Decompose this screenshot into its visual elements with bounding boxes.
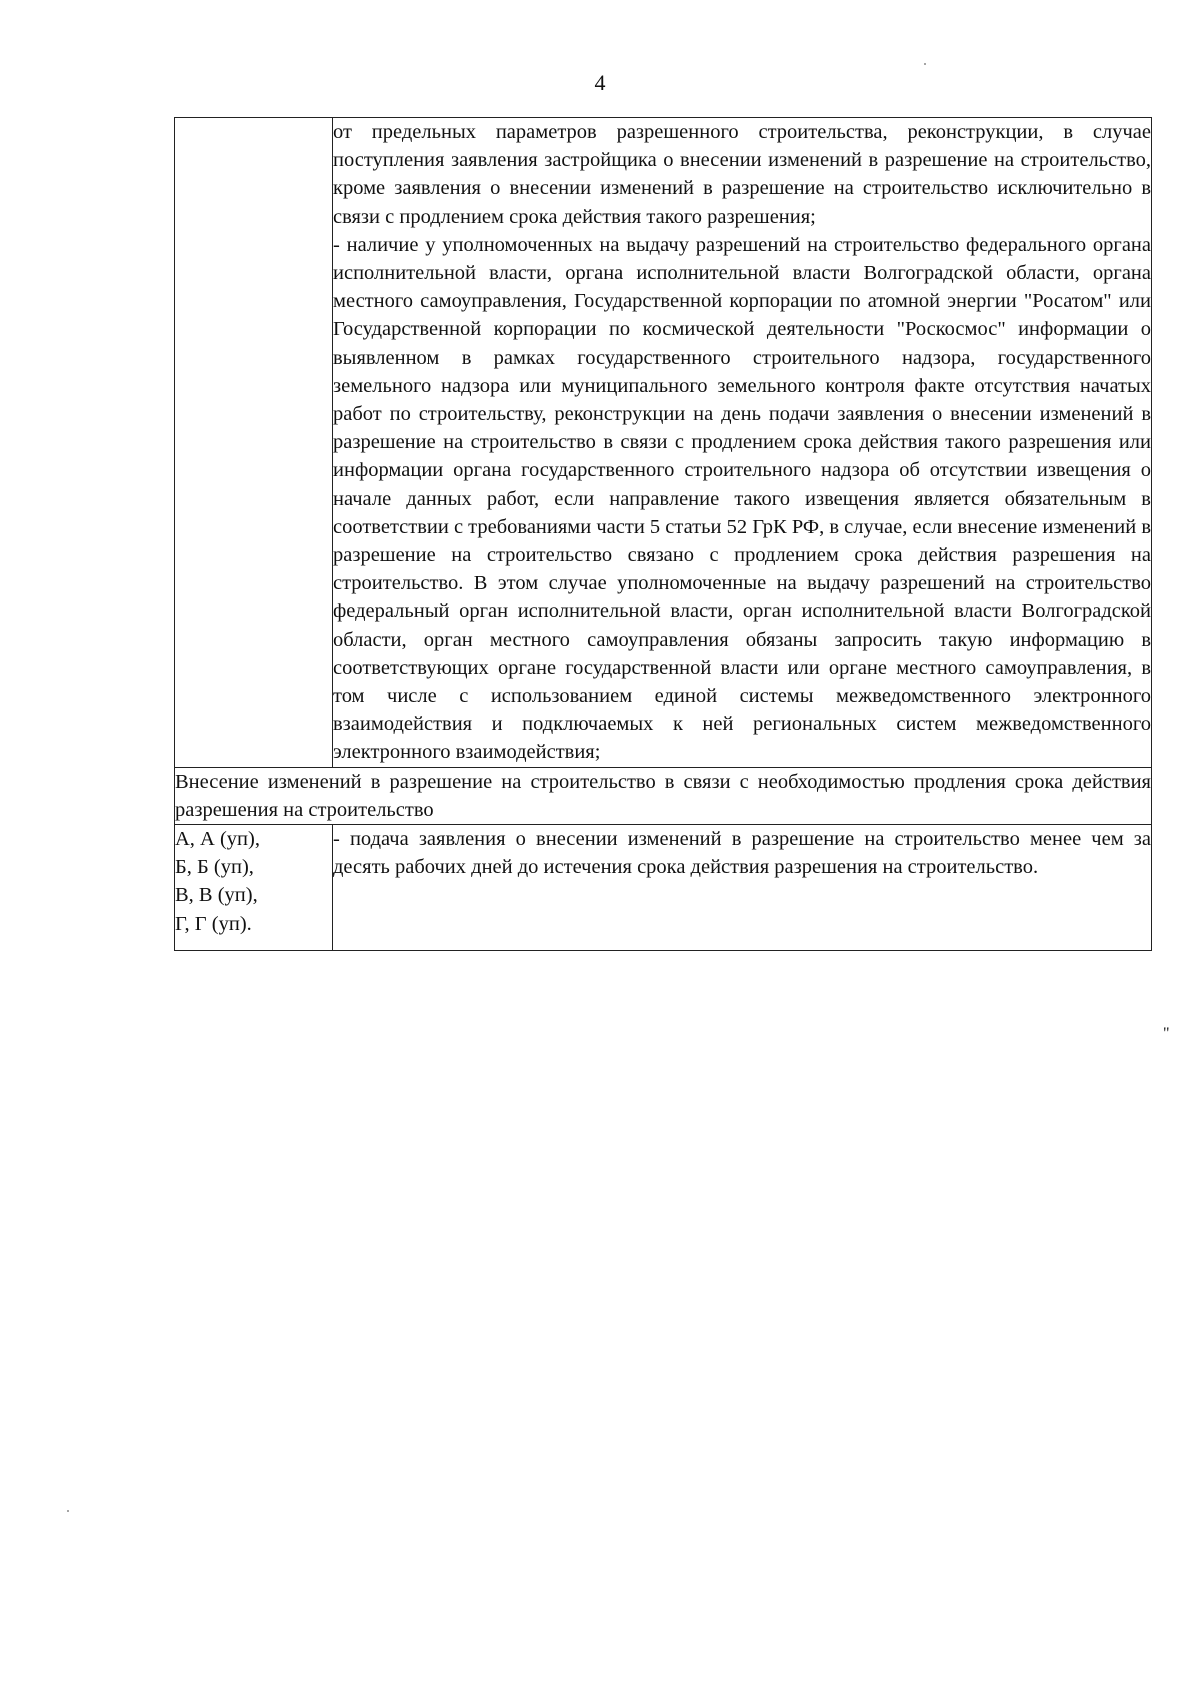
table-cell-condition: - подача заявления о внесении изменений в разрешение на строительство менее чем за десять рабочих дней до истечения срока действия разрешения на строительство. xyxy=(333,825,1152,951)
document-table xyxy=(174,117,1152,951)
table-cell-codes xyxy=(175,825,333,951)
table-row xyxy=(175,767,1152,824)
section-title: Внесение изменений в разрешение на строительство в связи с необходимостью продления срока действия разрешения на строительство xyxy=(175,767,1152,824)
code-item: Б, Б (уп), xyxy=(175,856,254,879)
closing-quote: " xyxy=(1163,1025,1170,1042)
table-cell-codes-empty xyxy=(175,118,333,768)
table-row xyxy=(175,825,1152,951)
table-cell-conditions xyxy=(333,118,1152,768)
code-item: А, А (уп), xyxy=(175,828,260,851)
code-item: Г, Г (уп). xyxy=(175,912,252,935)
code-item: В, В (уп), xyxy=(175,884,258,907)
paragraph: - наличие у уполномоченных на выдачу разрешений на строительство федерального органа исполнительной власти, органа исполнительной власти Волгоградской области, органа местного самоуправления, Государственной корпорации по атомной энергии "Росатом" или Государственной корпорации по космической деятельности "Роскосмос" информации о выявленном в рамках государственного строительного надзора, государственного земельного надзора или муниципального земельного контроля факте отсутствия начатых работ по строительству, реконструкции на день подачи заявления о внесении изменений в разрешение на строительство в связи с продлением срока действия такого разрешения или информации органа государственного строительного надзора об отсутствии извещения о начале данных работ, если направление такого извещения является обязательным в соответствии с требованиями части 5 статьи 52 ГрК РФ, в случае, если внесение изменений в разрешение на строительство связано с продлением срока действия разрешения на строительство. В этом случае уполномоченные на выдачу разрешений на строительство федеральный орган исполнительной власти, орган исполнительной власти Волгоградской области, орган местного самоуправления обязаны запросить такую информацию в соответствующих органе государственной власти или органе местного самоуправления, в том числе с использованием единой системы межведомственного электронного взаимодействия и подключаемых к ней региональных систем межведомственного электронного взаимодействия; xyxy=(333,233,1151,764)
paragraph: от предельных параметров разрешенного строительства, реконструкции, в случае поступления заявления застройщика о внесении изменений в разрешение на строительство, кроме заявления о внесении изменений в разрешение на строительство исключительно в связи с продлением срока действия такого разрешения; xyxy=(333,121,1151,228)
scan-speck xyxy=(924,63,926,65)
scan-speck xyxy=(67,1510,69,1512)
page-number: 4 xyxy=(594,70,606,95)
table-row xyxy=(175,118,1152,768)
